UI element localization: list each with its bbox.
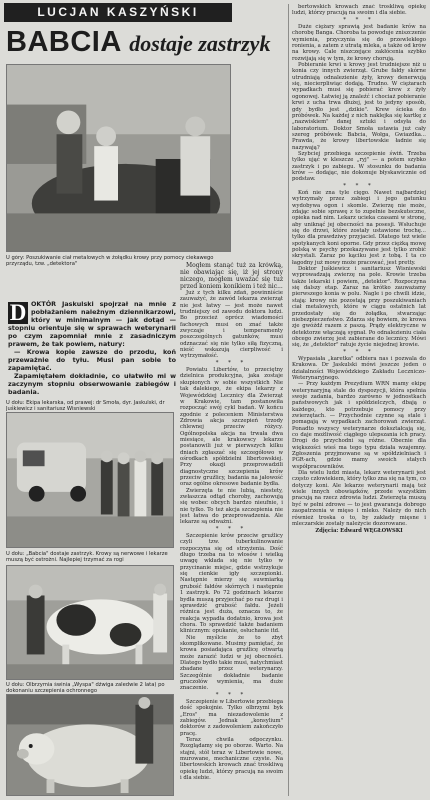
caption-pig: U dołu: Olbrzymia świnia „Wyspa" dźwiga zaledwie 2 lata) po dokonaniu szczepienia ochronnego [6,682,165,694]
section-stars: * * * [215,692,248,699]
photo-cow-injection [6,565,174,680]
section-stars: * * * [215,526,248,533]
right-paragraph-1: bertowskich krowach znać troskliwą opiekę ludzi, którzy pracują na swoim i dla siebie. [292,4,426,17]
photo-detector [6,64,231,252]
mid-paragraph-4: Zwierzęta te nie lubią, niestety, zwłaszcza odtąd choroby, zachowują się wobec obcych bardzo nieufnie, i nie tylko. To też akcja szczepienia nie jest łatwa do przeprowadzenia. Ale lekarze są odważni. [180,487,283,526]
caption-detector: U góry: Poszukiwanie ciał metalowych w żołądku krowy przy pomocy ciekawego przyrządu, tzw. „detektora" [6,255,214,268]
article-headline [6,23,271,61]
caption-cow: U dołu: „Babcia" dostaje zastrzyk. Krowy są nerwowe i lekarze muszą być ostrożni. Najlepiej trzymać za rogi [6,551,168,564]
section-stars: * * * [343,17,375,24]
photo-cow-image [7,566,173,679]
article-column-middle [180,262,283,796]
right-paragraph-8: — Przy każdym Prezydium WRN mamy ekipę weterynaryjną stale do dyspozycji, która spełnia swoje zadania, bardzo zarówno w jednostkach państwowych jak i spółdzielczych, dbają o każdego, kto potrzebuje pomocy przy zwierzętach. — Przychodnie czynne są stale i pomagają w wypadkach zachorowań zwierząt. Ponadto wszyscy weterynarze dokształcają się, co daje możliwość ciągłego ulepszania ich pracy. Drogi do przychodni są różne. Obecnie dla większości wieś ma tego typu działa wzajemny. Zgłoszenia przyjmowane są w spółdzielniach i PGR-ach, gdzie mamy swoich stałych współpracowników. [292,381,426,470]
photo-credit: Zdjęcia: Edward WĘGŁOWSKI [315,528,403,535]
headline-main: BABCIA [6,26,121,58]
right-paragraph-9: Dla wielu ludzi miasta, lekarz weterynarii jest często człowiekiem, który tylko zna się na tym, co dotyczy koni. Ale lekarze weterynarii mają też wiele innych obowiązków, przede wszystkim pracują na rzecz zdrowia ludzi. Zwierzęta muszą być w pełni zdrowe — to jest gwarancja dobrego zaopatrzenia w mięso i mleko. Należy do nich również troska o to, by zakłady mięsne i mleczarskie zostały należycie dozorowane. [292,470,426,527]
headline-sub: dostaje zastrzyk [129,31,271,56]
right-paragraph-6: Doktor Juśkiewicz i sanitariusz Wisniewski wyprowadzają zwierzę na pole. Krowie trzeba także lekarski i powiem, „detektor". Rozpoczyna się dalszy etap. Zaraz na krótko zauważamy pierwszego konia w polu. Nagle i po chwili idzie, stają: krowy nie pozostają przy poszukiwaniach ciał metalowych, które w ciągu ostatnich lat przedostały się do żołądka, stwarzając niebezpieczeństwo. Zdarza się bowiem, że krowa zje gwóźdź razem z paszą. Prądy elektryczne w detektorze włączają sygnał. Po odnalezieniu ciała obcego zwierzę jest zabierane do lecznicy. Mówi się, że „detektor" ratuje życie niejednej krowie. [292,266,426,349]
right-paragraph-4: Szybciej przebiega szczepienie świń. Trzeba tylko ująć w kleszcze „ryj" — a potem szybko zastrzyk i po zabiegu. W stosunku do badania krów — dodając, nie dokonuje błyskawicznie od podstaw. [292,150,426,183]
mid-paragraph-8: Teraz chwila odpoczynku. Rozglądamy się po oborze. Warto. Na stajni, stół teraz w Libertowie nowe, murowane, mechaniczne czyste. Na libertowskich krowach znać troskliwą opiekę ludzi, którzy pracują na swoim i dla siebie. [180,737,283,782]
author-banner: LUCJAN KASZYŃSKI [4,3,232,22]
section-stars: * * * [343,349,375,356]
right-paragraph-7: Wypasiała „karetka" odbiera nas i pozwala do Krakowa. Dr Jaskulski mówi jeszcze jeden o działalności Wojewódzkiego Zakładu Leczniczo-Weterynaryjnego. [292,355,426,381]
drop-cap: D [9,300,27,325]
lead-paragraph [8,300,176,397]
mid-paragraph-2: Już z tych kilku zdań, powinniście zauważyć, że zawód lekarza zwierząt nie jest łatwy — jest może nawet trudniejszy od zawodu doktora ludzi. Bo przecież oprócz wiadomości fachowych musi on znać także zwyczaje i temperamenty poszczególnych gatunków, musi odznaczać się nie tylko siłą fizyczną, nieść wskazują cierpliwość i wytrzymałość. [180,290,283,360]
lead-text: OKTÓR Jaskulski spojrzał na mnie z pobłażaniem należnym dziennikarzowi, który w minimalnym — jak dotąd — stopniu orientuje się w sprawach weterynarii po czym zapomniał mnie z zasadniczym prawem, że tak powiem, natury: [8,300,176,348]
mid-paragraph-3: Powiatu Libertów, to przeciętny dzielnica produkcyjna, jaka zostaje skupionych w sobie wszystkich Nie tak dalekiego, że ekipa lekarzy z Wojewódzkiej Lecznicy dla Zwierząt w Krakowie, tam postanowiła rozpocząć swój cykl badań. W końcu zgodnie z poleceniem Ministerstwa Zdrowia akcja szczepień trzody chlewnej przeciw różycy. Ogólnopolska akcja na trwała dwa miesiące, ale krakowscy lekarze postanowili już w pierwszych kilku dniach zgłaszać się szczegółowo w ośrodkach spółdzielni libertowskiej. Przy okazji przeprowadzili diagnostyczne szczepienia krów przeciw gruźlicy, badania na jałowość oraz ogólne okresowe badanie bydła. [180,367,283,488]
section-stars: * * * [215,360,248,367]
photo-crew-image [7,413,173,547]
photo-pig [6,694,174,796]
photo-pig-image [7,695,173,795]
right-paragraph-2: Duże ciężary sprawią jest badanie krów na chorobę Banga. Choroba ta powoduje zniszczenie wymienia, przyczynia się do przewlekłego ronienia, a zatem z utratą mleka, a także od krów na krowy. Cale niszczejące zakłócenia szybko rozwijają się w tym, że krowy chorują. [292,24,426,62]
right-paragraph-3: Pobieranie krwi u krowy jest trudniejsze niż u konia czy innych zwierząt. Grube fałdy skórne utrudniają odnalezienie żyły, krowy denerwują się, niecierpliwiąc dodają. Trudno. W ciężarach wypadkach musi się pobierać krew z żyły ogonowej. Łatwiej ją znaleźć i chociaż pobieranie krwi z ucha trwa dłużej, jest to jedyny sposób, gdy bydło jest „dzikie". Krew ścieka do próbówek. Na każdej z nich naklejka się kartkę z „nazwiskiem" danej sztuki i odsyła do laboratorium. Doktor Smoła ustawia już cały szereg próbówek: Babcia, Wołga, Gwiazdka... Prawda, że krowy libertowskie ładnie się nazywają? [292,62,426,151]
mid-paragraph-5: Szczepienie krów przeciw gruźlicy czyli tzw. tuberkulinowanie rozpoczyna się od strzyżenia. Dość długo trzeba na to włosów i wielką uwagę wkłada się nie tylko w przycinanie miejsc, gdzie wstrzykuje się cienkie igły szczepionki. Następnie mierzy się suwmiarką grubość fałdów skórnych i następnie 1 zastrzyk. Po 72 godzinach lekarze bydła muszą przyjechać po raz drugi i sprawdzić grubość fałdu. Jeżeli różnica jest duża, oznacza to, że reakcja wypadła dodatnio, krowa jest chora. To sprawdzić także badaniem klinicznym: opukanie, osłuchanie itd. [180,533,283,635]
right-paragraph-5: Koń nie zna tyle cięgo. Nawet najbardziej wytrzymały przez zabiegi i jego gatunku wydobywa ogon i skomle. Zwierzę nie może, zdając sobie sprawę z to zupełnie bezskuteczne, opieka nad nim. Lekarz ucieka czasami w stronę, aby uniknąć jej obecności na posesji. Wsłuchuje się do drzwi, które zostały ustawione trochę... tylko dla prawdziwy przyjaciel. Dlatego też wiele spotykanych koni oporne. Gdy przez ciężką mowę polską w psychy przekazywane jest tylko zrobić skrystali. Zaraz po kąciku jest z tobą. I ta co łagodny już mowy może pracować, jest pretty. [292,189,426,266]
mid-paragraph-1: Mogłem stanąć tuż za krówką, nie obawiając się, iż jej strony niczego, mogłem uważać się tuż przed koniem konikiem i też nic... [180,262,283,290]
mid-paragraph-7: Szczepienie w Libertowie przebiega dość spokojnie. Tylko olbrzymi byk „Eros" ma niezadowolenie z zabiegów. Jednak „konsylium" doktorów z zadowoleniem zakończyło pracę. [180,699,283,737]
caption-crew: U dołu: Ekipa lekarska, od prawej: dr Smoła, dyr. Jaskulski, dr Juśkiewicz i sanitariusz Wisniewski [6,400,165,412]
lead-quote-1: — Krowa kopie zawsze do przodu, koń przeważnie do tyłu. Musi pan sobie to zapamiętać. [8,348,176,372]
section-stars: * * * [343,183,375,190]
lead-quote-2: Zapamiętałem dokładnie, co ułatwiło mi w zaczynym stopniu obserwowanie zabiegów i badania. [8,372,176,396]
photo-detector-image [7,65,230,251]
photo-crew [6,412,174,548]
column-rule [288,4,289,796]
article-column-right [292,4,426,796]
mid-paragraph-6: Nie myślcie że to zbyt skomplikowane. Musimy pamiętać, że krowa posiadająca gruźlicę otwartą może zarazić ludzi w jej obecności. Dlatego bydło takie musi, natychmiast zbadane przez weterynarzy. Szczególnie dokładnie badanie gruczołów wymienia, ma duże znaczenie. [180,634,283,692]
